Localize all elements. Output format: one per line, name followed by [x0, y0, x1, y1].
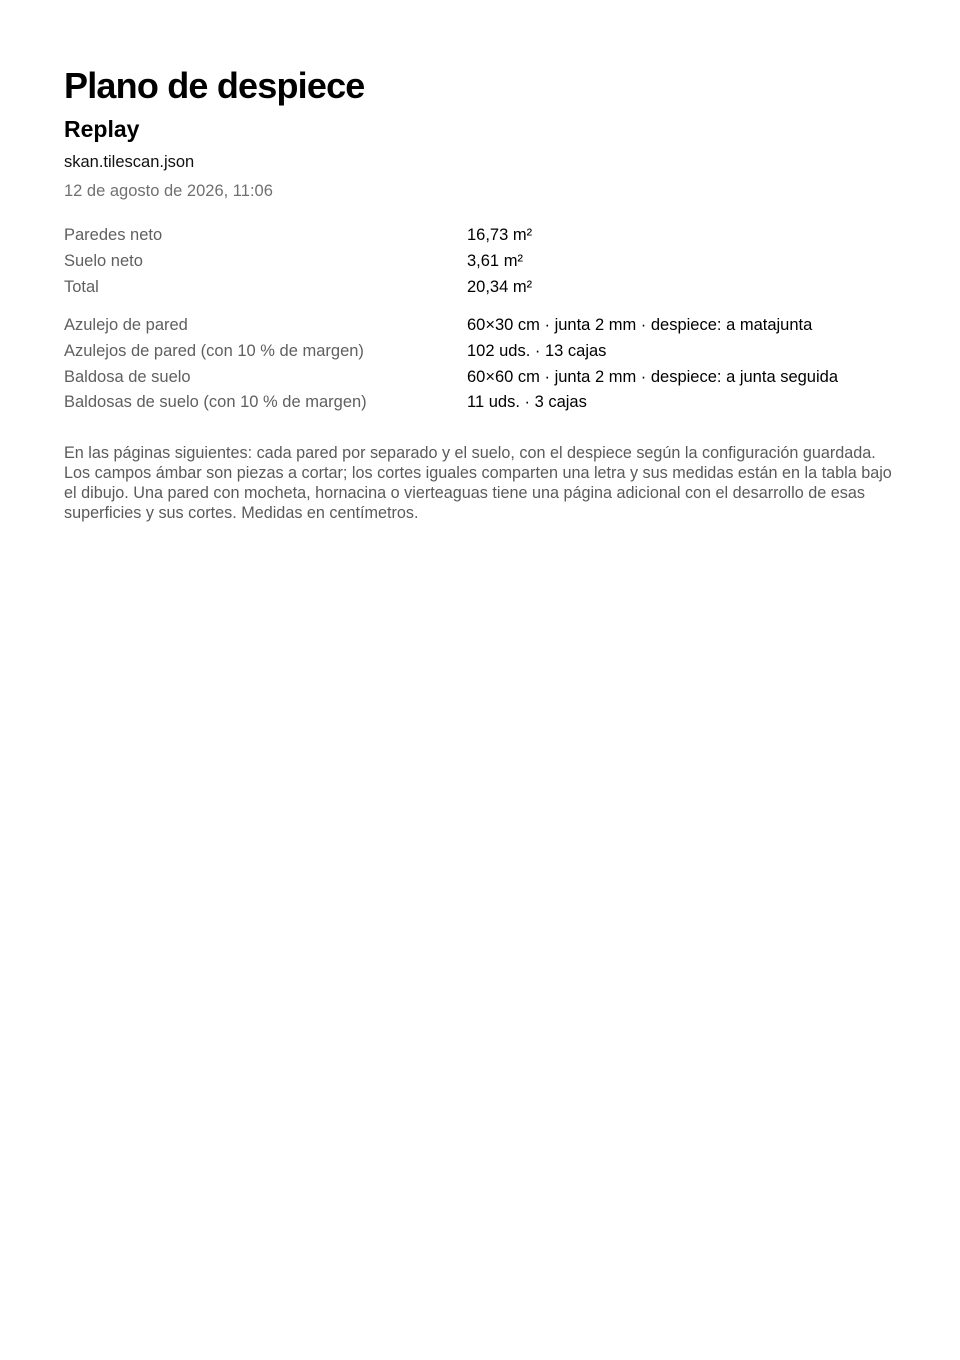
document-page [64, 62, 896, 539]
tile-label: Baldosa de suelo [64, 367, 191, 386]
tile-value: 60×30 cm · junta 2 mm · despiece: a matajunta [467, 316, 813, 335]
area-value: 3,61 m² [467, 251, 523, 270]
page-title: Plano de despiece [64, 65, 365, 106]
tile-summary [64, 313, 896, 416]
area-label: Suelo neto [64, 251, 143, 270]
area-label: Total [64, 277, 99, 296]
area-value: 16,73 m² [467, 225, 533, 244]
project-name: Replay [64, 116, 140, 142]
document-date: 12 de agosto de 2026, 11:06 [64, 182, 273, 200]
tile-label: Azulejo de pared [64, 316, 188, 335]
area-value: 20,34 m² [467, 277, 533, 296]
tile-value: 11 uds. · 3 cajas [467, 393, 587, 412]
tile-row-floor-quantity [64, 390, 896, 416]
tile-row-wall-quantity [64, 339, 896, 365]
area-row-floor [64, 248, 896, 274]
tile-row-floor-tile [64, 364, 896, 390]
area-label: Paredes neto [64, 225, 163, 244]
area-row-total [64, 274, 896, 300]
explanatory-note: En las páginas siguientes: cada pared por separado y el suelo, con el despiece según la configuración guardada. Los campos ámbar son piezas a cortar; los cortes iguales comparten una letra y sus medidas están en la tabla bajo el dibujo. Una pared con mocheta, hornacina o vierteaguas tiene una página adicional con el desarrollo de esas superficies y sus cortes. Medidas en centímetros. [64, 443, 892, 522]
tile-value: 60×60 cm · junta 2 mm · despiece: a junta seguida [467, 367, 839, 386]
tile-label: Baldosas de suelo (con 10 % de margen) [64, 393, 367, 412]
tile-label: Azulejos de pared (con 10 % de margen) [64, 342, 364, 361]
area-row-walls [64, 222, 896, 248]
tile-value: 102 uds. · 13 cajas [467, 342, 607, 361]
tile-row-wall-tile [64, 313, 896, 339]
area-summary [64, 222, 896, 300]
source-filename: skan.tilescan.json [64, 153, 195, 171]
